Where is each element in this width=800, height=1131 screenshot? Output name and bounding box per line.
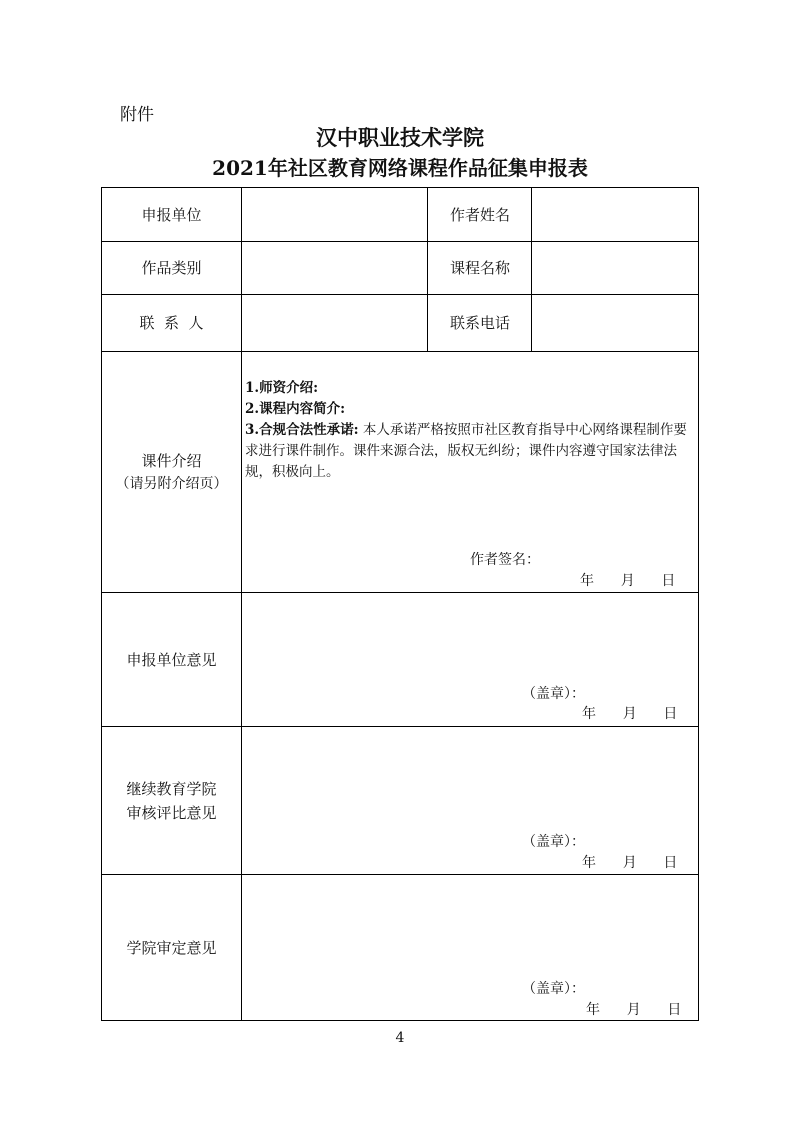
- column-divider: [427, 188, 428, 351]
- attachment-label: 附件: [120, 105, 154, 125]
- intro-item-teachers: 1.师资介绍:: [245, 380, 319, 396]
- phone-label: 联系电话: [449, 314, 510, 332]
- contact-person-field[interactable]: [243, 295, 427, 351]
- cont-edu-label-line2: 审核评比意见: [126, 803, 217, 822]
- contact-person-label: 联 系 人: [139, 314, 204, 332]
- college-seal-label: （盖章）：: [522, 981, 585, 997]
- cont-edu-seal-label: （盖章）：: [522, 834, 585, 850]
- course-intro-label-line1: 课件介绍: [141, 451, 202, 470]
- category-label: 作品类别: [141, 259, 202, 277]
- author-sign-date: 年 月 日: [580, 573, 676, 589]
- cont-edu-label-line1: 继续教育学院: [126, 779, 217, 798]
- course-intro-label-line2: （请另附介绍页）: [115, 475, 228, 492]
- intro-item-compliance: [245, 420, 697, 483]
- column-divider: [531, 188, 532, 351]
- document-subtitle: 2021年社区教育网络课程作品征集申报表: [212, 156, 588, 180]
- college-opinion-label: 学院审定意见: [126, 938, 217, 957]
- course-name-label: 课程名称: [449, 259, 510, 277]
- unit-field[interactable]: [243, 188, 427, 241]
- compliance-lead: 3.合规合法性承诺:: [245, 421, 359, 438]
- application-form-table: [101, 187, 699, 1021]
- column-divider: [241, 188, 242, 1020]
- unit-label: 申报单位: [141, 205, 202, 224]
- document-title: 汉中职业技术学院: [316, 125, 484, 150]
- unit-opinion-label: 申报单位意见: [126, 650, 217, 669]
- intro-item-summary: 2.课程内容简介:: [245, 400, 346, 417]
- category-field[interactable]: [243, 242, 427, 294]
- cont-edu-opinion-label: [102, 727, 241, 874]
- author-name-field[interactable]: [533, 188, 698, 241]
- author-name-label: 作者姓名: [449, 205, 510, 224]
- unit-opinion-date: 年 月 日: [582, 706, 678, 722]
- phone-field[interactable]: [533, 295, 698, 351]
- cont-edu-date: 年 月 日: [582, 855, 678, 871]
- page-number: 4: [395, 1030, 405, 1046]
- college-opinion-date: 年 月 日: [586, 1002, 682, 1018]
- course-intro-label: [102, 352, 241, 592]
- unit-seal-label: （盖章）：: [522, 686, 585, 702]
- compliance-text: 本人承诺严格按照市社区教育指导中心网络课程制作要求进行课件制作。课件来源合法，版权无纠纷；课件内容遵守国家法律法规，积极向上。: [245, 421, 687, 480]
- author-signature-label: 作者签名：: [470, 552, 540, 568]
- course-name-field[interactable]: [533, 242, 698, 294]
- course-intro-content[interactable]: [245, 378, 697, 483]
